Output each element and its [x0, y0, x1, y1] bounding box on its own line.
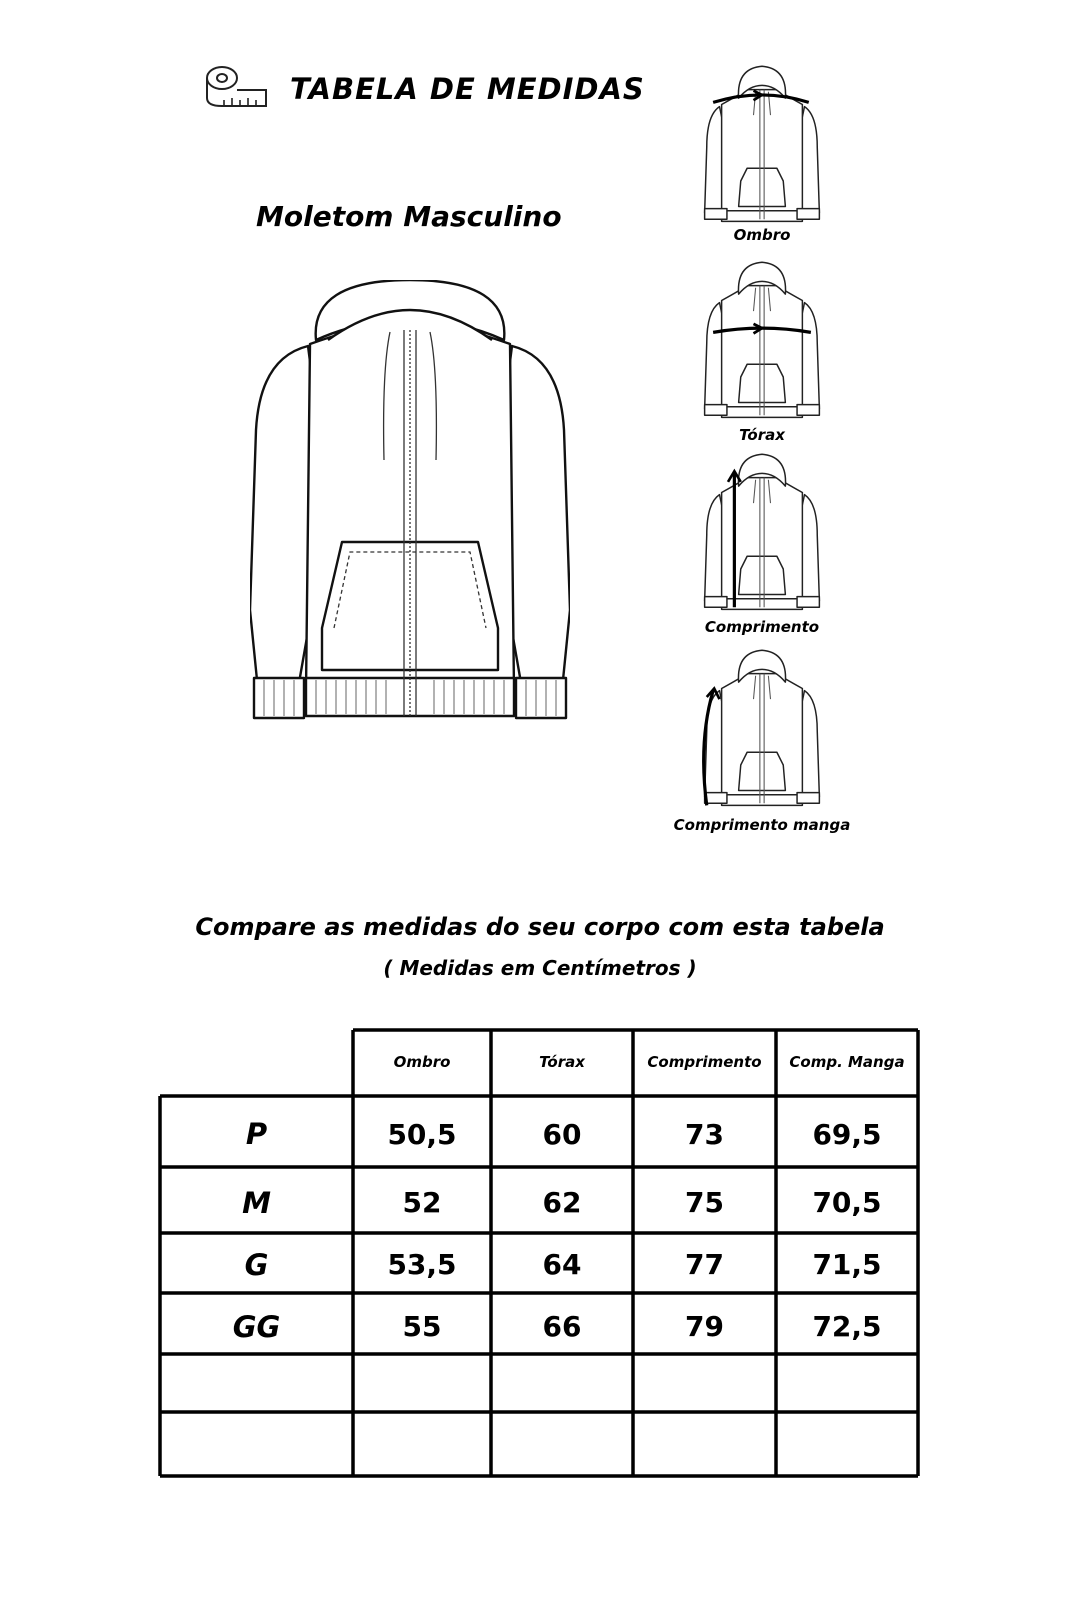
table-cell: 66	[542, 1310, 582, 1343]
hoodie-length-icon	[692, 450, 832, 620]
table-cell: 60	[542, 1118, 582, 1151]
hoodie-front-illustration	[250, 280, 570, 750]
guide-label-chest: Tórax	[739, 426, 785, 444]
column-header-shoulder: Ombro	[393, 1053, 451, 1071]
table-cell: 62	[542, 1186, 582, 1219]
guide-label-shoulder: Ombro	[733, 226, 791, 244]
size-label-m: M	[242, 1186, 271, 1220]
table-cell: 53,5	[387, 1248, 457, 1281]
size-label-g: G	[244, 1248, 269, 1282]
size-label-gg: GG	[232, 1310, 281, 1344]
table-cell: 79	[685, 1310, 724, 1343]
column-header-length: Comprimento	[647, 1053, 762, 1071]
table-cell: 55	[402, 1310, 442, 1343]
compare-heading: Compare as medidas do seu corpo com esta tabela	[195, 913, 885, 941]
column-header-chest: Tórax	[539, 1053, 585, 1071]
garment-title: Moletom Masculino	[256, 200, 562, 233]
hoodie-sleeve-length-icon	[692, 646, 832, 816]
page-title: TABELA DE MEDIDAS	[290, 72, 645, 106]
table-cell: 77	[685, 1248, 724, 1281]
table-cell: 72,5	[812, 1310, 882, 1343]
table-cell: 71,5	[812, 1248, 882, 1281]
hoodie-chest-icon	[692, 258, 832, 428]
table-cell: 73	[685, 1118, 724, 1151]
table-cell: 70,5	[812, 1186, 882, 1219]
guide-label-length: Comprimento	[704, 618, 820, 636]
table-cell: 75	[685, 1186, 724, 1219]
tape-measure-icon	[204, 64, 268, 108]
table-cell: 69,5	[812, 1118, 882, 1151]
guide-label-sleeve-length: Comprimento manga	[673, 816, 851, 834]
size-label-p: P	[245, 1117, 268, 1151]
units-note: ( Medidas em Centímetros )	[383, 956, 697, 980]
table-cell: 50,5	[387, 1118, 457, 1151]
table-cell: 64	[542, 1248, 582, 1281]
column-header-sleeve: Comp. Manga	[789, 1053, 905, 1071]
table-cell: 52	[402, 1186, 442, 1219]
hoodie-shoulder-icon	[692, 62, 832, 232]
